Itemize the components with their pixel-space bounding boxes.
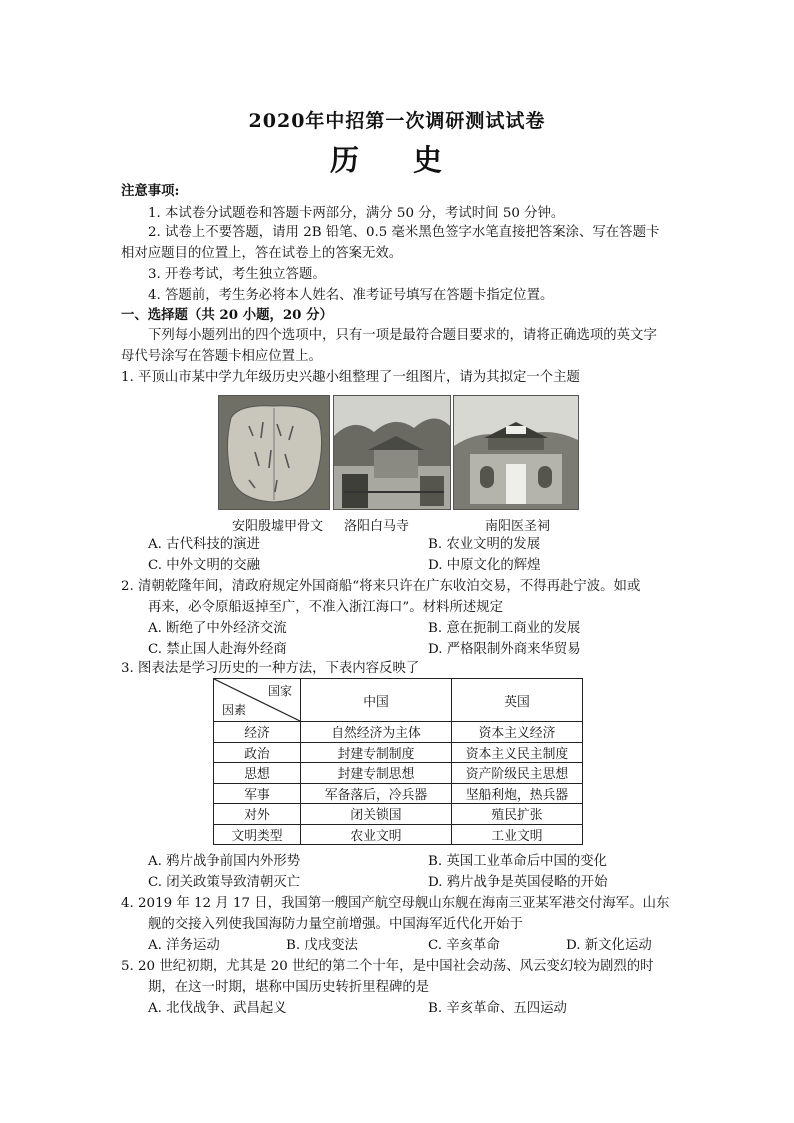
table-cell: 军事: [214, 783, 301, 804]
note-item: 3. 开卷考试，考生独立答题。: [148, 267, 326, 282]
table-cell: 殖民扩张: [452, 804, 583, 825]
comparison-table: [213, 678, 583, 845]
table-cell: 资产阶级民主思想: [452, 763, 583, 784]
temple-icon: [334, 396, 450, 509]
table-cell: 资本主义民主制度: [452, 742, 583, 763]
table-row: [214, 742, 583, 763]
option-b: B. 戊戌变法: [286, 938, 358, 953]
photo-caption: 洛阳白马寺: [344, 519, 410, 534]
table-cell: 政治: [214, 742, 301, 763]
question-2-stem: 2. 清朝乾隆年间，清政府规定外国商船“将来只许在广东收泊交易，不得再赴宁波。如或: [121, 579, 641, 594]
note-item: 相对应题目的位置上，答在试卷上的答案无效。: [121, 246, 403, 261]
table-cell: 工业文明: [452, 824, 583, 845]
section-heading: 一、选择题（共 20 小题，20 分）: [121, 307, 333, 323]
table-header-row: [214, 679, 583, 722]
table-row: [214, 722, 583, 743]
option-a: A. 古代科技的演进: [148, 537, 260, 552]
table-header-britain: 英国: [452, 679, 583, 722]
option-b: B. 辛亥革命、五四运动: [428, 1001, 567, 1016]
white-horse-temple-photo: [333, 395, 451, 510]
question-1-stem: 1. 平顶山市某中学九年级历史兴趣小组整理了一组图片，请为其拟定一个主题: [121, 370, 580, 385]
table-cell: 封建专制思想: [301, 763, 452, 784]
note-item: 2. 试卷上不要答题，请用 2B 铅笔、0.5 毫米黑色签字水笔直接把答案涂、写在答题卡: [148, 225, 660, 240]
option-d: D. 中原文化的辉煌: [428, 558, 541, 573]
table-cell: 自然经济为主体: [301, 722, 452, 743]
subject-title: 历 史: [329, 143, 465, 177]
table-cell: 坚船利炮，热兵器: [452, 783, 583, 804]
photo-caption: 安阳殷墟甲骨文: [232, 519, 324, 534]
table-row: [214, 824, 583, 845]
shrine-icon: [454, 396, 578, 509]
table-cell: 经济: [214, 722, 301, 743]
table-header-country: 国家: [267, 684, 292, 698]
note-item: 4. 答题前，考生务必将本人姓名、准考证号填写在答题卡指定位置。: [148, 288, 554, 303]
option-b: B. 意在扼制工商业的发展: [428, 621, 581, 636]
question-4-stem: 4. 2019 年 12 月 17 日，我国第一艘国产航空母舰山东舰在海南三亚某军港交付海军。山东: [121, 896, 670, 911]
section-instructions: 下列每小题列出的四个选项中，只有一项是最符合题目要求的，请将正确选项的英文字: [148, 328, 657, 343]
option-c: C. 辛亥革命: [428, 938, 500, 953]
oracle-bone-photo: [218, 395, 330, 510]
question-4-stem: 舰的交接入列使我国海防力量空前增强。中国海军近代化开始于: [148, 917, 523, 932]
table-cell: 闭关锁国: [301, 804, 452, 825]
table-cell: 军备落后，冷兵器: [301, 783, 452, 804]
section-instructions: 母代号涂写在答题卡相应位置上。: [121, 349, 322, 364]
question-5-stem: 期，在这一时期，堪称中国历史转折里程碑的是: [148, 980, 430, 995]
table-cell: 封建专制制度: [301, 742, 452, 763]
oracle-bone-icon: [219, 396, 329, 509]
option-a: A. 鸦片战争前国内外形势: [148, 854, 301, 869]
option-d: D. 鸦片战争是英国侵略的开始: [428, 875, 608, 890]
table-header-china: 中国: [301, 679, 452, 722]
option-c: C. 禁止国人赴海外经商: [148, 642, 287, 657]
question-5-stem: 5. 20 世纪初期，尤其是 20 世纪的第二个十年，是中国社会动荡、风云变幻较为剧烈的时: [121, 959, 654, 974]
photo-caption: 南阳医圣祠: [485, 519, 551, 534]
option-c: C. 闭关政策导致清朝灭亡: [148, 875, 301, 890]
option-a: A. 北伐战争、武昌起义: [148, 1001, 287, 1016]
question-3-stem: 3. 图表法是学习历史的一种方法，下表内容反映了: [121, 661, 420, 676]
question-2-stem: 再来，必令原船返掉至广，不准入浙江海口”。材料所述规定: [148, 600, 503, 615]
table-row: [214, 763, 583, 784]
option-a: A. 洋务运动: [148, 938, 220, 953]
option-d: D. 新文化运动: [566, 938, 652, 953]
table-header-diagonal: [214, 679, 301, 722]
table-cell: 文明类型: [214, 824, 301, 845]
option-d: D. 严格限制外商来华贸易: [428, 642, 581, 657]
table-cell: 对外: [214, 804, 301, 825]
option-c: C. 中外文明的交融: [148, 558, 261, 573]
exam-title: 2020年中招第一次调研测试试卷: [248, 110, 546, 132]
table-row: [214, 804, 583, 825]
medical-saint-shrine-photo: [453, 395, 579, 510]
table-cell: 思想: [214, 763, 301, 784]
option-b: B. 农业文明的发展: [428, 537, 541, 552]
table-cell: 资本主义经济: [452, 722, 583, 743]
note-item: 1. 本试卷分试题卷和答题卡两部分，满分 50 分，考试时间 50 分钟。: [148, 206, 565, 221]
option-a: A. 断绝了中外经济交流: [148, 621, 287, 636]
table-row: [214, 783, 583, 804]
table-header-factor: 因素: [222, 703, 247, 717]
notes-heading: 注意事项:: [121, 183, 180, 199]
option-b: B. 英国工业革命后中国的变化: [428, 854, 608, 869]
table-cell: 农业文明: [301, 824, 452, 845]
